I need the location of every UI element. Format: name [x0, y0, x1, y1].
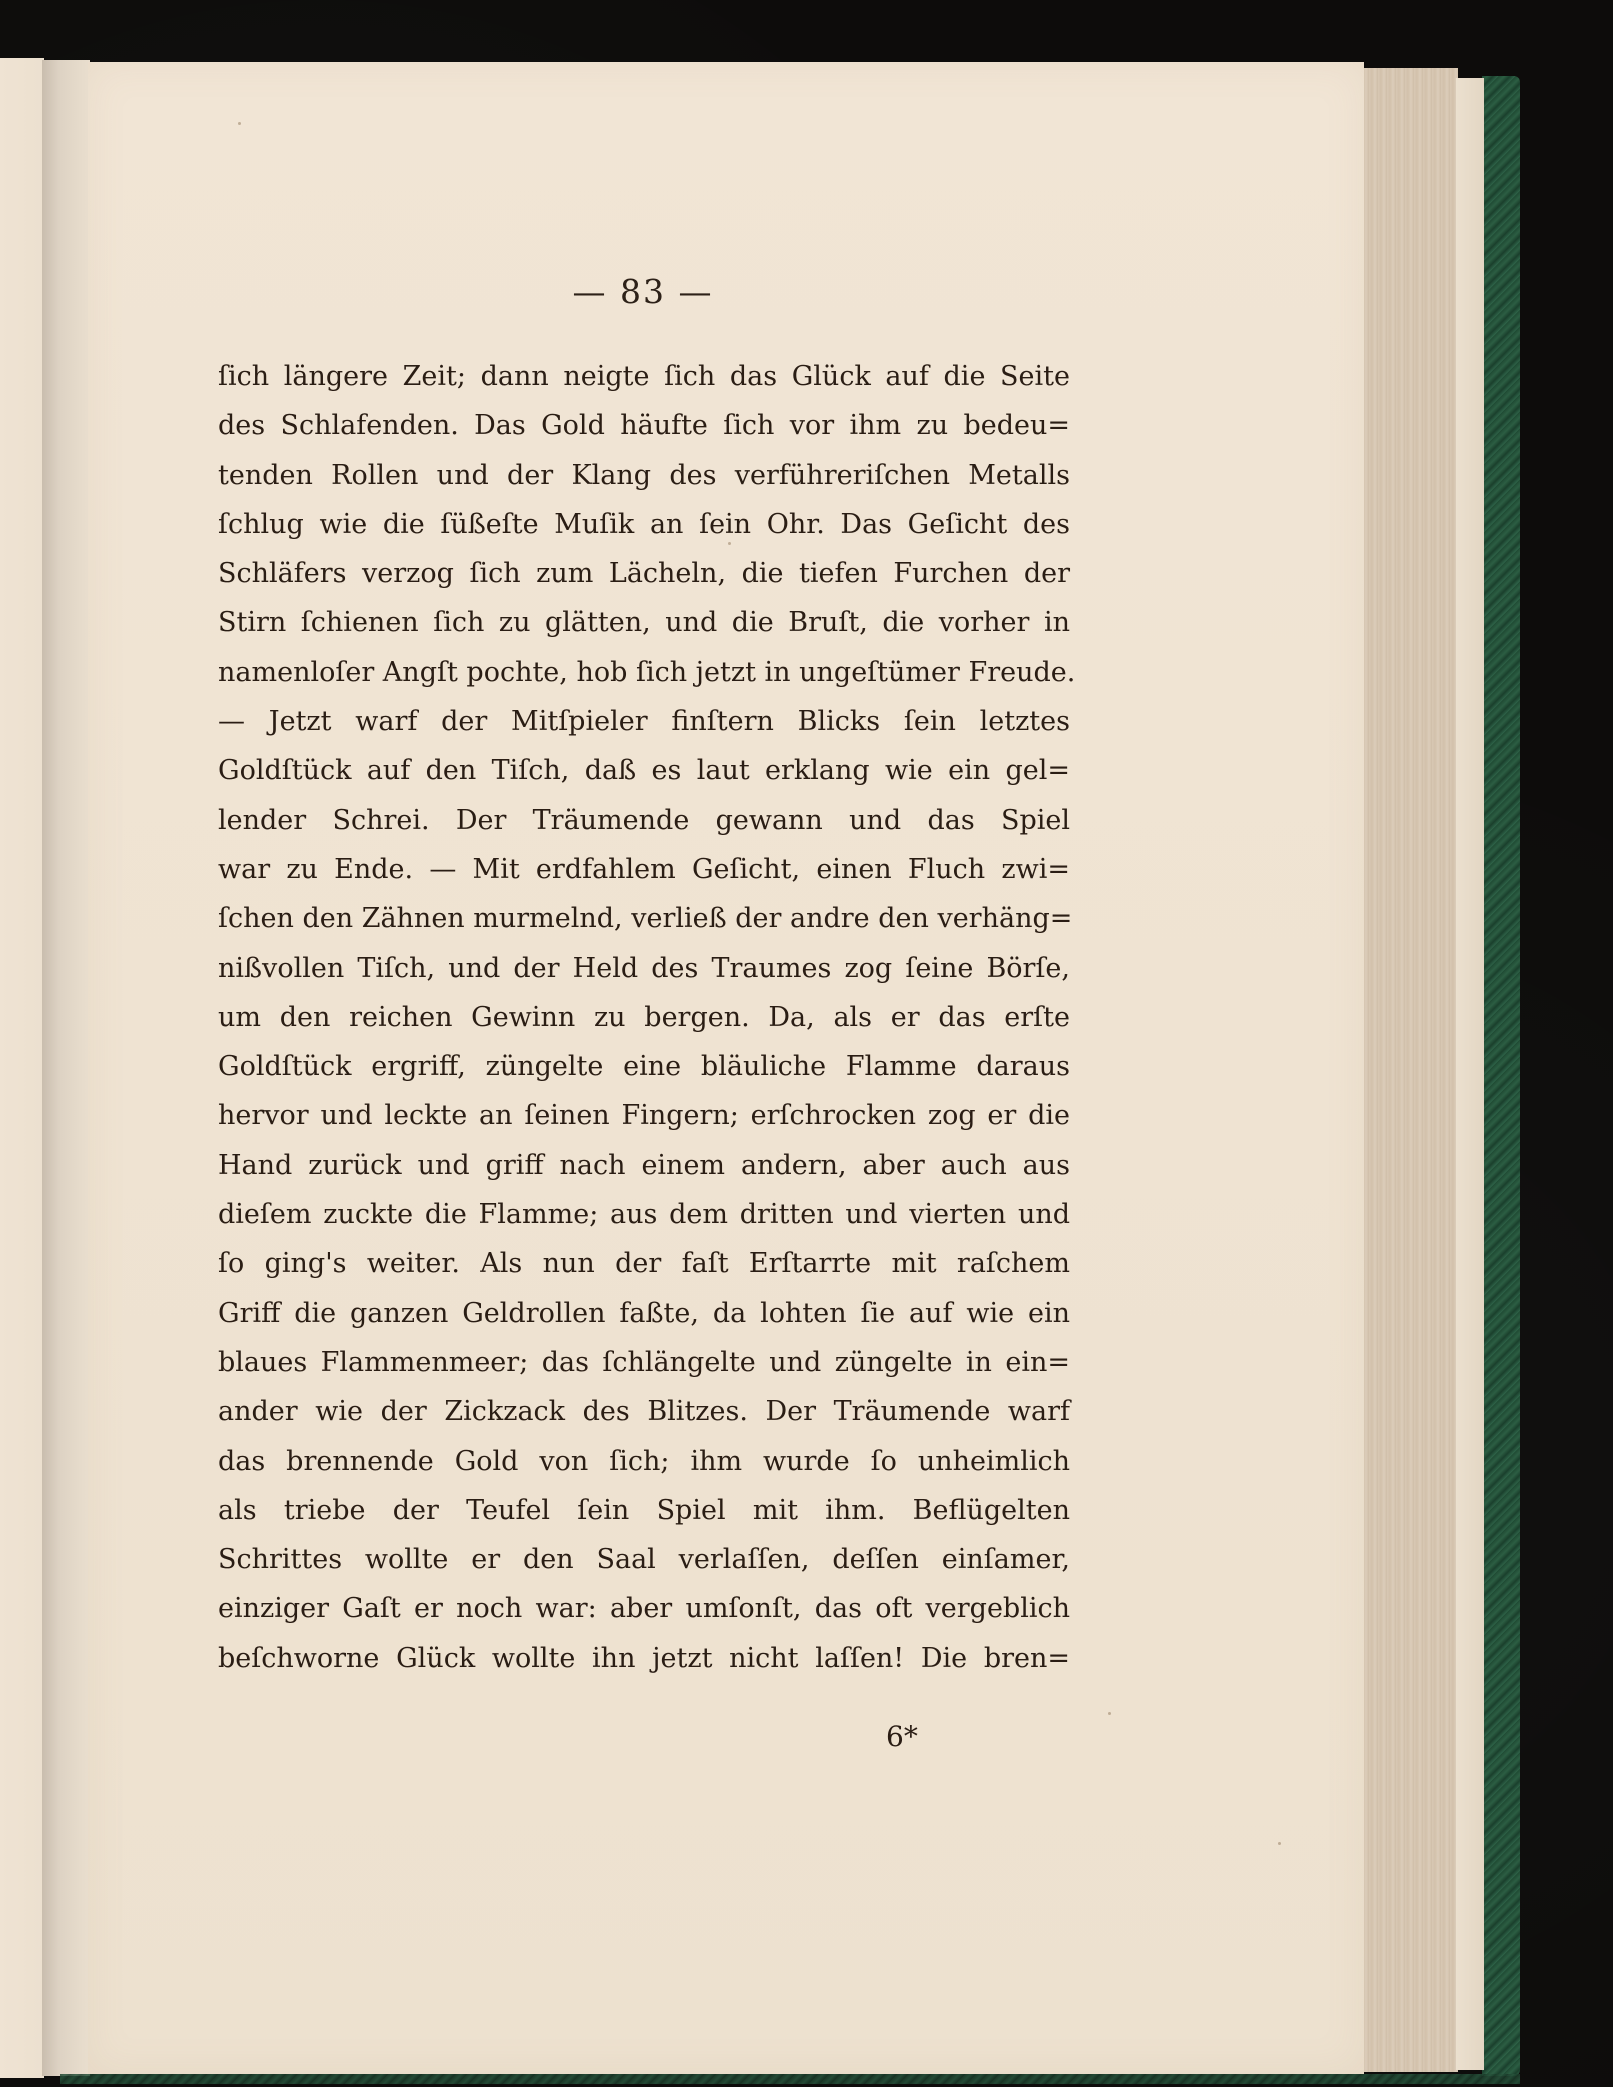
paper-speck — [238, 122, 241, 125]
book-cover-green — [1482, 76, 1520, 2076]
text-line: Schläfers verzog ſich zum Lächeln, die tiefen Furchen der — [218, 558, 1070, 590]
text-line: tenden Rollen und der Klang des verführeriſchen Metalls — [218, 459, 1070, 491]
text-line: namenloſer Angſt pochte, hob ſich jetzt in ungeſtümer Freude. — [218, 656, 1076, 688]
text-line: Goldſtück ergriff, züngelte eine bläuliche Flamme daraus — [218, 1051, 1070, 1083]
left-page-edge — [0, 58, 44, 2078]
paper-speck — [1108, 1712, 1111, 1715]
text-line: Stirn ſchienen ſich zu glätten, und die Bruſt, die vorher in — [218, 607, 1070, 639]
body-text — [218, 352, 1076, 1683]
text-line: Schrittes wollte er den Saal verlaſſen, deſſen einſamer, — [218, 1544, 1070, 1576]
text-line: ſchlug wie die ſüßeſte Muſik an ſein Ohr. Das Geſicht des — [218, 508, 1070, 540]
text-line: war zu Ende. — Mit erdfahlem Geſicht, einen Fluch zwi= — [218, 853, 1070, 885]
page-fore-edge — [1360, 68, 1458, 2072]
text-line: um den reichen Gewinn zu bergen. Da, als er das erſte — [218, 1001, 1070, 1033]
text-line: des Schlafenden. Das Gold häufte ſich vor ihm zu bedeu= — [218, 410, 1070, 442]
book-gutter — [42, 60, 90, 2076]
text-line: ſchen den Zähnen murmelnd, verließ der andre den verhäng= — [218, 903, 1073, 935]
text-line: lender Schrei. Der Träumende gewann und das Spiel — [218, 804, 1070, 836]
text-line: beſchworne Glück wollte ihn jetzt nicht laſſen! Die bren= — [218, 1642, 1070, 1674]
text-line: Griff die ganzen Geldrollen faßte, da lohten ſie auf wie ein — [218, 1297, 1070, 1329]
text-line: Goldſtück auf den Tiſch, daß es laut erklang wie ein gel= — [218, 755, 1070, 787]
text-line: — Jetzt warf der Mitſpieler finſtern Blicks ſein letztes — [218, 706, 1070, 738]
signature-mark: 6* — [886, 1720, 918, 1753]
text-line: hervor und leckte an ſeinen Fingern; erſchrocken zog er die — [218, 1100, 1070, 1132]
text-line: ſo ging's weiter. Als nun der faſt Erſtarrte mit raſchem — [218, 1248, 1070, 1280]
text-line: blaues Flammenmeer; das ſchlängelte und züngelte in ein= — [218, 1346, 1070, 1378]
text-line: ſich längere Zeit; dann neigte ſich das Glück auf die Seite — [218, 361, 1070, 392]
page-header-number: — 83 — — [572, 272, 714, 311]
book-cover-bottom-edge — [60, 2074, 1520, 2084]
page-fore-edge-lip — [1456, 78, 1484, 2070]
paper-speck — [1278, 1842, 1281, 1845]
text-line: Hand zurück und griff nach einem andern, aber auch aus — [218, 1149, 1070, 1181]
text-line: dieſem zuckte die Flamme; aus dem dritten und vierten und — [218, 1199, 1070, 1231]
text-line: einziger Gaſt er noch war: aber umſonſt, das oft vergeblich — [218, 1593, 1070, 1625]
text-line: nißvollen Tiſch, und der Held des Traumes zog ſeine Börſe, — [218, 952, 1070, 984]
text-line: als triebe der Teufel ſein Spiel mit ihm. Beflügelten — [218, 1494, 1070, 1526]
text-line: das brennende Gold von ſich; ihm wurde ſo unheimlich — [218, 1445, 1070, 1477]
text-line: ander wie der Zickzack des Blitzes. Der Träumende warf — [218, 1396, 1070, 1428]
